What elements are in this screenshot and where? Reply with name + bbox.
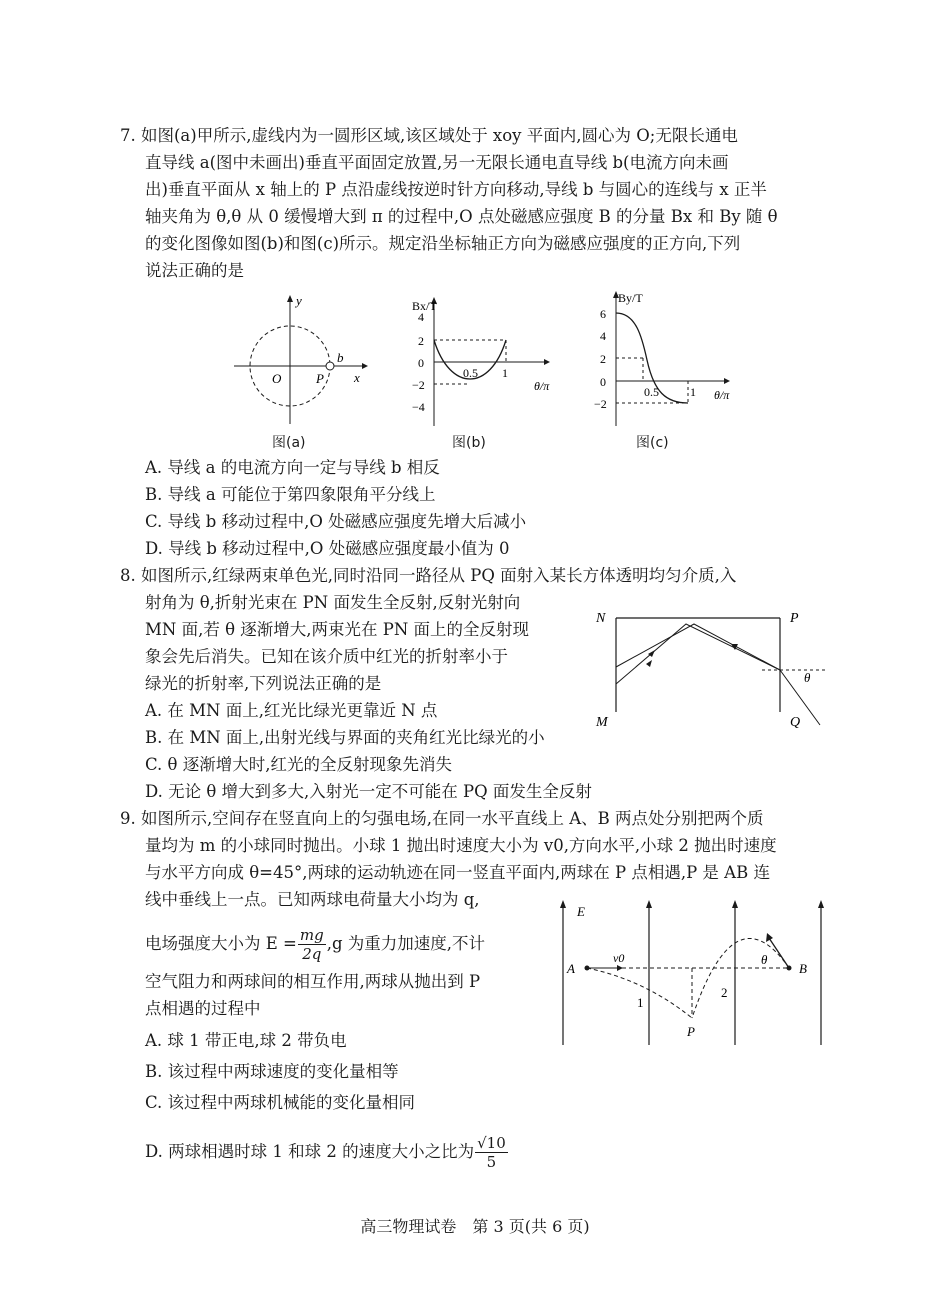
q8-stem-line: MN 面,若 θ 逐渐增大,两束光在 PN 面上的全反射现 bbox=[145, 620, 530, 639]
q9-field-line bbox=[145, 926, 485, 963]
x-axis-label: θ/π bbox=[534, 379, 550, 393]
fraction-denominator: 2q bbox=[302, 945, 322, 963]
y-tick: 0 bbox=[418, 356, 424, 370]
figure-c-caption: 图(c) bbox=[636, 435, 669, 451]
q7-stem-line: 说法正确的是 bbox=[145, 261, 244, 280]
fraction-denominator: 5 bbox=[486, 1153, 497, 1171]
q9-stem-line: 点相遇的过程中 bbox=[145, 999, 261, 1018]
q8-option-d[interactable]: D. 无论 θ 增大到多大,入射光一定不可能在 PQ 面发生全反射 bbox=[145, 782, 592, 801]
q7-stem-line: 的变化图像如图(b)和图(c)所示。规定沿坐标轴正方向为磁感应强度的正方向,下列 bbox=[145, 234, 741, 253]
figure-b-caption: 图(b) bbox=[452, 435, 486, 451]
point-p-label: P bbox=[687, 1024, 695, 1039]
x-axis-label: θ/π bbox=[714, 388, 730, 402]
q9-figure bbox=[555, 900, 835, 1050]
q7-option-c[interactable]: C. 导线 b 移动过程中,O 处磁感应强度先增大后减小 bbox=[145, 512, 527, 531]
field-fraction bbox=[298, 926, 326, 963]
y-axis-label: By/T bbox=[618, 291, 643, 305]
point-b-label: B bbox=[799, 961, 807, 976]
label-m: M bbox=[596, 715, 608, 730]
x-axis-label: x bbox=[354, 370, 360, 385]
q9-option-d[interactable] bbox=[145, 1134, 509, 1171]
y-tick: 6 bbox=[600, 307, 606, 321]
y-tick: 2 bbox=[600, 352, 606, 366]
y-tick: 2 bbox=[418, 334, 424, 348]
q9-option-c[interactable]: C. 该过程中两球机械能的变化量相同 bbox=[145, 1093, 416, 1112]
y-tick: 4 bbox=[600, 329, 606, 343]
y-tick: 4 bbox=[418, 310, 424, 324]
page-footer: 高三物理试卷 第 3 页(共 6 页) bbox=[360, 1217, 590, 1236]
q7-stem-line: 7. 如图(a)甲所示,虚线内为一圆形区域,该区域处于 xoy 平面内,圆心为 O;无限长通电 bbox=[120, 126, 738, 145]
q7-option-b[interactable]: B. 导线 a 可能位于第四象限角平分线上 bbox=[145, 485, 436, 504]
x-tick: 1 bbox=[690, 385, 696, 399]
q7-figure-b bbox=[410, 290, 570, 430]
y-tick: −2 bbox=[594, 397, 607, 411]
option-d-fraction bbox=[475, 1134, 508, 1171]
angle-theta: θ bbox=[804, 670, 811, 685]
field-e-label: E bbox=[577, 904, 585, 919]
q8-option-c[interactable]: C. θ 逐渐增大时,红光的全反射现象先消失 bbox=[145, 755, 452, 774]
q9-stem-line: 空气阻力和两球间的相互作用,两球从抛出到 P bbox=[145, 972, 481, 991]
q8-stem-line: 8. 如图所示,红绿两束单色光,同时沿同一路径从 PQ 面射入某长方体透明均匀介质,入 bbox=[120, 566, 737, 585]
point-a-label: A bbox=[567, 961, 575, 976]
angle-theta: θ bbox=[761, 952, 768, 967]
point-p-label: P bbox=[316, 371, 324, 386]
field-suffix: ,g 为重力加速度,不计 bbox=[326, 934, 485, 953]
label-q: Q bbox=[790, 715, 801, 730]
option-d-text: D. 两球相遇时球 1 和球 2 的速度大小之比为 bbox=[145, 1142, 475, 1161]
q8-stem-line: 绿光的折射率,下列说法正确的是 bbox=[145, 674, 382, 693]
q8-option-b[interactable]: B. 在 MN 面上,出射光线与界面的夹角红光比绿光的小 bbox=[145, 728, 545, 747]
q7-option-d[interactable]: D. 导线 b 移动过程中,O 处磁感应强度最小值为 0 bbox=[145, 539, 510, 558]
q7-stem-line: 轴夹角为 θ,θ 从 0 缓慢增大到 π 的过程中,O 点处磁感应强度 B 的分量 Bx 和 By 随 θ bbox=[145, 207, 778, 226]
q9-stem-line: 量均为 m 的小球同时抛出。小球 1 抛出时速度大小为 v0,方向水平,小球 2 抛出时速度 bbox=[145, 836, 777, 855]
ball-2-label: 2 bbox=[721, 985, 728, 1000]
q8-stem-line: 射角为 θ,折射光束在 PN 面发生全反射,反射光射向 bbox=[145, 593, 521, 612]
ball-1-label: 1 bbox=[637, 995, 644, 1010]
figure-a-caption: 图(a) bbox=[272, 435, 306, 451]
label-p: P bbox=[790, 611, 799, 626]
label-n: N bbox=[596, 611, 606, 626]
q9-stem-line: 线中垂线上一点。已知两球电荷量大小均为 q, bbox=[145, 890, 480, 909]
q8-option-a[interactable]: A. 在 MN 面上,红光比绿光更靠近 N 点 bbox=[145, 701, 438, 720]
y-axis-label: Bx/T bbox=[412, 299, 437, 313]
origin-label: O bbox=[272, 371, 282, 386]
fraction-numerator: √10 bbox=[477, 1134, 506, 1152]
q7-figure-c bbox=[592, 282, 752, 432]
q7-stem-line: 出)垂直平面从 x 轴上的 P 点沿虚线按逆时针方向移动,导线 b 与圆心的连线与 x 正半 bbox=[145, 180, 767, 199]
y-tick: −2 bbox=[412, 378, 425, 392]
q9-option-b[interactable]: B. 该过程中两球速度的变化量相等 bbox=[145, 1062, 399, 1081]
q7-option-a[interactable]: A. 导线 a 的电流方向一定与导线 b 相反 bbox=[145, 458, 440, 477]
velocity-v0-label: v0 bbox=[613, 951, 625, 965]
y-tick: −4 bbox=[412, 400, 425, 414]
q8-figure bbox=[590, 600, 840, 740]
field-prefix: 电场强度大小为 E = bbox=[145, 934, 297, 953]
fraction-numerator: mg bbox=[299, 926, 324, 944]
y-tick: 0 bbox=[600, 375, 606, 389]
wire-b-label: b bbox=[337, 350, 344, 365]
q9-stem-line: 9. 如图所示,空间存在竖直向上的匀强电场,在同一水平直线上 A、B 两点处分别把两个质 bbox=[120, 809, 764, 828]
q9-stem-line: 与水平方向成 θ=45°,两球的运动轨迹在同一竖直平面内,两球在 P 点相遇,P 是 AB 连 bbox=[145, 863, 770, 882]
q7-figure-a bbox=[230, 290, 370, 430]
x-tick: 0.5 bbox=[644, 385, 659, 399]
q9-option-a[interactable]: A. 球 1 带正电,球 2 带负电 bbox=[145, 1031, 347, 1050]
x-tick: 1 bbox=[502, 366, 508, 380]
y-axis-label: y bbox=[296, 293, 302, 308]
q7-stem-line: 直导线 a(图中未画出)垂直平面固定放置,另一无限长通电直导线 b(电流方向未画 bbox=[145, 153, 729, 172]
q8-stem-line: 象会先后消失。已知在该介质中红光的折射率小于 bbox=[145, 647, 508, 666]
x-tick: 0.5 bbox=[463, 366, 478, 380]
